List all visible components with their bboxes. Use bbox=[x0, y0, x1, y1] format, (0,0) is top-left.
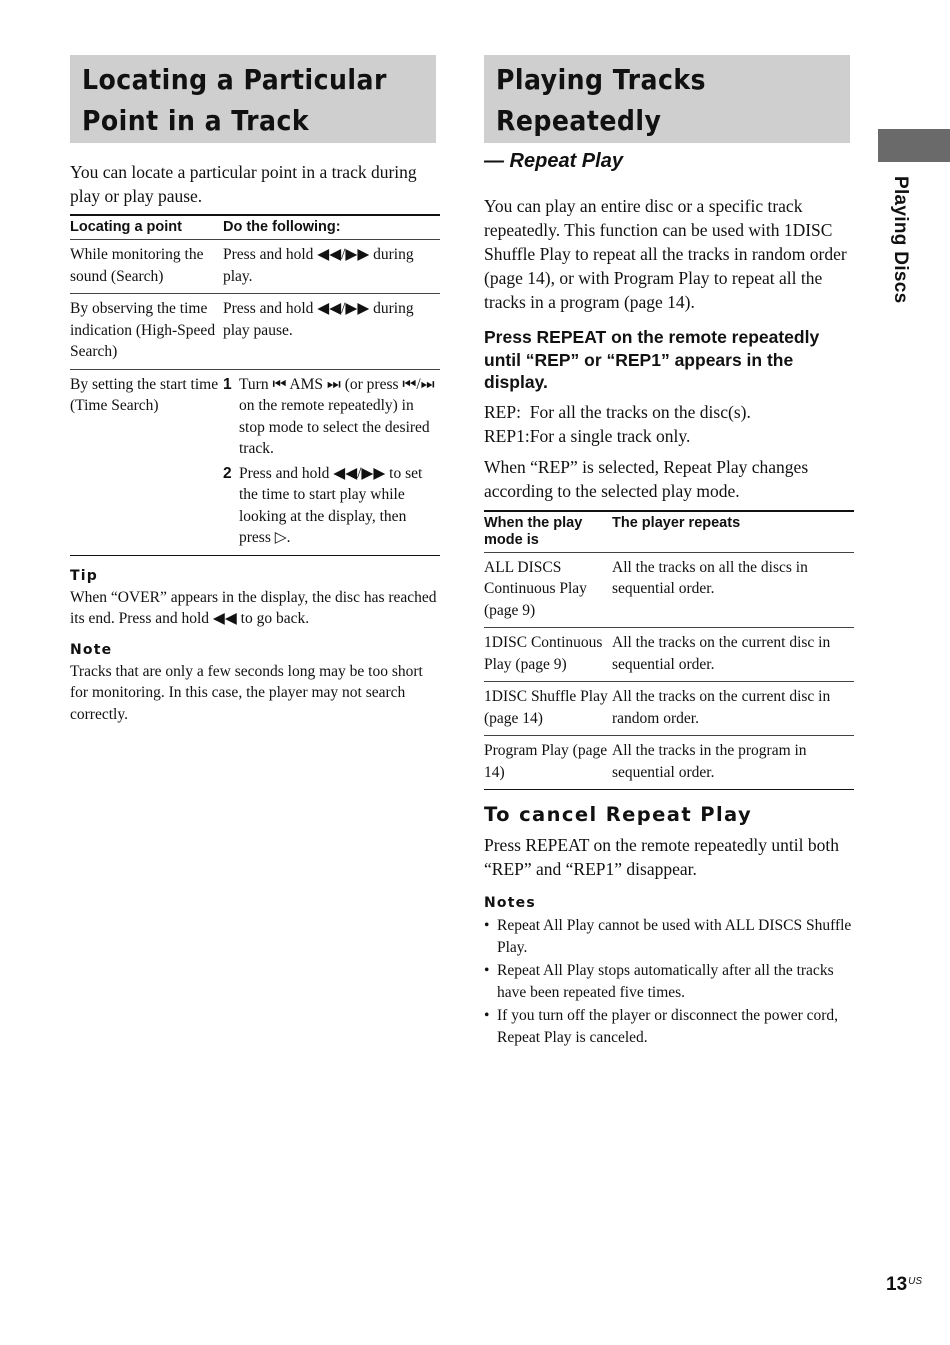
cancel-text: Press REPEAT on the remote repeatedly until both “REP” and “REP1” disappear. bbox=[484, 835, 839, 879]
right-heading-line2: Repeatedly bbox=[496, 104, 662, 137]
row1-action: Press and hold ◀◀/▶▶ during play. bbox=[223, 240, 440, 294]
repeats-cell: All the tracks in the program in sequential order. bbox=[612, 736, 854, 790]
row2-action: Press and hold ◀◀/▶▶ during play pause. bbox=[223, 294, 440, 370]
step-2 bbox=[223, 463, 440, 549]
repeat-play-subtitle: — Repeat Play bbox=[484, 150, 623, 172]
row3-locating: By setting the start time (Time Search) bbox=[70, 369, 223, 555]
mode-cell: 1DISC Continuous Play (page 9) bbox=[484, 628, 612, 682]
step-2-number: 2 bbox=[223, 464, 232, 482]
notes-label: Notes bbox=[484, 895, 536, 911]
repeats-cell: All the tracks on the current disc in random order. bbox=[612, 682, 854, 736]
table-row bbox=[484, 682, 854, 736]
table-row bbox=[484, 736, 854, 790]
right-heading-box bbox=[484, 55, 850, 143]
side-label bbox=[862, 176, 942, 316]
tip-label: Tip bbox=[70, 567, 98, 584]
header-do-following: Do the following: bbox=[223, 215, 440, 240]
list-item: • If you turn off the player or disconnect the power cord, Repeat Play is canceled. bbox=[484, 1005, 854, 1048]
table-header-row bbox=[484, 511, 854, 553]
list-item: • Repeat All Play cannot be used with ALL DISCS Shuffle Play. bbox=[484, 915, 854, 958]
header-play-mode: When the play mode is bbox=[484, 511, 612, 553]
page-number-suffix: US bbox=[908, 1276, 923, 1287]
note-text: Tracks that are only a few seconds long may be too short for monitoring. In this case, the player may not search correctly. bbox=[70, 662, 423, 723]
when-rep-text: When “REP” is selected, Repeat Play changes according to the selected play mode. bbox=[484, 456, 809, 501]
rep1-line: REP1:For a single track only. bbox=[484, 425, 691, 446]
repeats-cell: All the tracks on all the discs in sequential order. bbox=[612, 552, 854, 628]
left-column bbox=[70, 150, 440, 725]
table-row bbox=[70, 294, 440, 370]
left-heading-line1: Locating a Particular bbox=[82, 63, 387, 96]
rep-line: REP: For all the tracks on the disc(s). bbox=[484, 401, 751, 422]
header-player-repeats: The player repeats bbox=[612, 511, 854, 553]
table-header-row bbox=[70, 215, 440, 240]
note-label: Note bbox=[70, 641, 113, 658]
section-tab-marker bbox=[878, 129, 950, 162]
table-row bbox=[484, 628, 854, 682]
row2-locating: By observing the time indication (High-Speed Search) bbox=[70, 294, 223, 370]
mode-cell: 1DISC Shuffle Play (page 14) bbox=[484, 682, 612, 736]
table-row bbox=[484, 552, 854, 628]
left-heading-box bbox=[70, 55, 436, 143]
page-number bbox=[886, 1274, 922, 1296]
mode-cell: Program Play (page 14) bbox=[484, 736, 612, 790]
step-1 bbox=[223, 374, 440, 460]
step-1-text: Turn ⏮ AMS ⏭ (or press ⏮/⏭ on the remote repeatedly) in stop mode to select the desired track. bbox=[239, 375, 435, 457]
cancel-heading: To cancel Repeat Play bbox=[484, 803, 753, 826]
left-heading bbox=[82, 59, 390, 141]
locating-table bbox=[70, 214, 440, 556]
header-locating-point: Locating a point bbox=[70, 215, 223, 240]
table-row bbox=[70, 369, 440, 555]
repeats-cell: All the tracks on the current disc in sequential order. bbox=[612, 628, 854, 682]
right-heading-line1: Playing Tracks bbox=[496, 63, 707, 96]
step-2-text: Press and hold ◀◀/▶▶ to set the time to start play while looking at the display, then press ▷. bbox=[239, 464, 423, 546]
row1-locating: While monitoring the sound (Search) bbox=[70, 240, 223, 294]
side-label-text: Playing Discs bbox=[890, 176, 911, 304]
table-row bbox=[70, 240, 440, 294]
list-item: • Repeat All Play stops automatically after all the tracks have been repeated five times. bbox=[484, 960, 854, 1003]
left-heading-line2: Point in a Track bbox=[82, 104, 310, 137]
page-number-value: 13 bbox=[886, 1274, 908, 1295]
step-1-number: 1 bbox=[223, 375, 232, 393]
tip-text: When “OVER” appears in the display, the disc has reached its end. Press and hold ◀◀ to go back. bbox=[70, 588, 437, 627]
left-intro: You can locate a particular point in a track during play or play pause. bbox=[70, 162, 417, 206]
repeat-mode-table bbox=[484, 510, 854, 791]
right-intro: You can play an entire disc or a specific track repeatedly. This function can be used with 1DISC Shuffle Play to repeat all the tracks in random order (page 14), or with Program Play to repeat all the tracks in a program (page 14). bbox=[484, 196, 847, 312]
row3-action bbox=[223, 369, 440, 555]
notes-list bbox=[484, 915, 854, 1048]
mode-cell: ALL DISCS Continuous Play (page 9) bbox=[484, 552, 612, 628]
right-column bbox=[484, 148, 854, 1048]
repeat-instruction: Press REPEAT on the remote repeatedly until “REP” or “REP1” appears in the display. bbox=[484, 327, 820, 392]
right-heading bbox=[496, 59, 804, 141]
